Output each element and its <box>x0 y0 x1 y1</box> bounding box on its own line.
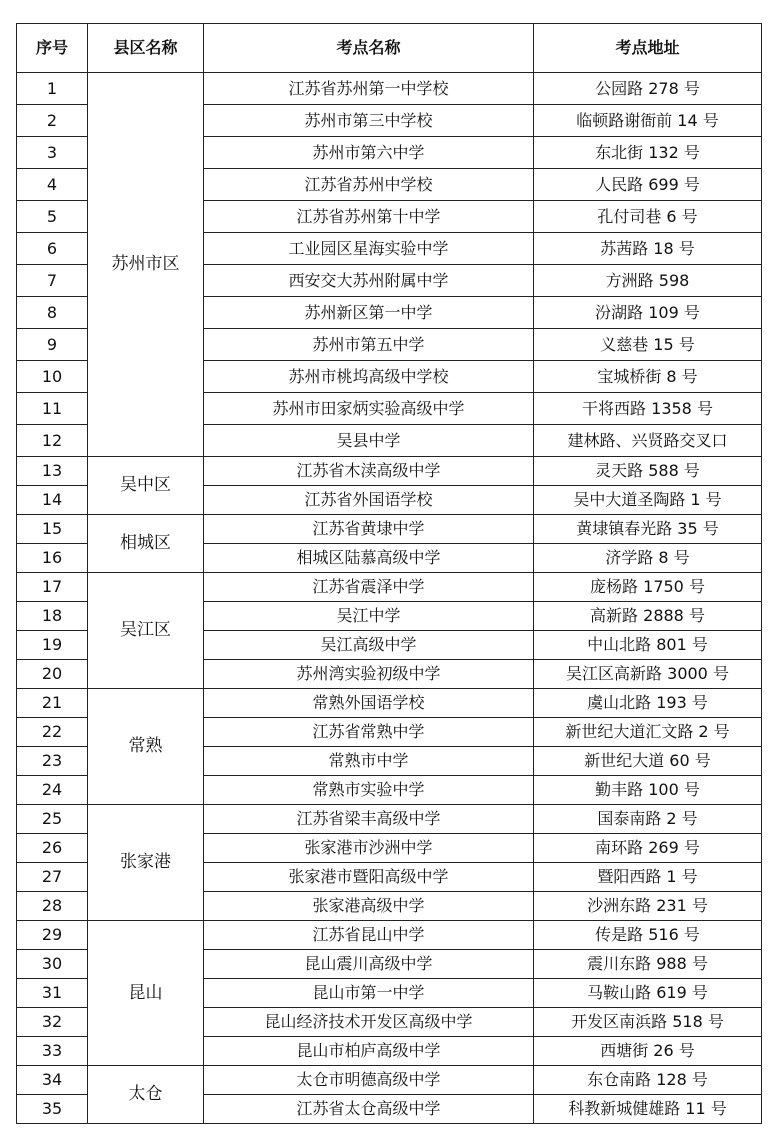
site-name: 太仓市明德高级中学 <box>204 1066 534 1095</box>
row-index: 6 <box>17 233 88 265</box>
site-name: 吴县中学 <box>204 425 534 457</box>
district-cell: 吴中区 <box>88 457 204 515</box>
site-name: 苏州新区第一中学 <box>204 297 534 329</box>
row-index: 1 <box>17 73 88 105</box>
site-name: 江苏省黄埭中学 <box>204 515 534 544</box>
site-address: 济学路 8 号 <box>534 544 762 573</box>
site-address: 干将西路 1358 号 <box>534 393 762 425</box>
row-index: 30 <box>17 950 88 979</box>
site-address: 传是路 516 号 <box>534 921 762 950</box>
site-name: 昆山经济技术开发区高级中学 <box>204 1008 534 1037</box>
site-address: 建林路、兴贤路交叉口 <box>534 425 762 457</box>
table-row <box>17 805 762 834</box>
site-name: 张家港高级中学 <box>204 892 534 921</box>
site-address: 中山北路 801 号 <box>534 631 762 660</box>
site-address: 吴江区高新路 3000 号 <box>534 660 762 689</box>
site-name: 常熟市实验中学 <box>204 776 534 805</box>
site-address: 震川东路 988 号 <box>534 950 762 979</box>
site-name: 苏州市桃坞高级中学校 <box>204 361 534 393</box>
row-index: 12 <box>17 425 88 457</box>
district-cell: 张家港 <box>88 805 204 921</box>
table-body <box>17 73 762 1124</box>
site-name: 江苏省苏州第十中学 <box>204 201 534 233</box>
row-index: 31 <box>17 979 88 1008</box>
site-name: 吴江高级中学 <box>204 631 534 660</box>
row-index: 19 <box>17 631 88 660</box>
site-address: 高新路 2888 号 <box>534 602 762 631</box>
header-name: 考点名称 <box>204 24 534 73</box>
site-address: 汾湖路 109 号 <box>534 297 762 329</box>
site-address: 西塘街 26 号 <box>534 1037 762 1066</box>
site-address: 方洲路 598 <box>534 265 762 297</box>
site-name: 苏州市第六中学 <box>204 137 534 169</box>
site-name: 苏州市第五中学 <box>204 329 534 361</box>
site-name: 苏州市田家炳实验高级中学 <box>204 393 534 425</box>
exam-site-table <box>16 23 762 1124</box>
row-index: 3 <box>17 137 88 169</box>
site-name: 苏州市第三中学校 <box>204 105 534 137</box>
site-address: 宝城桥街 8 号 <box>534 361 762 393</box>
header-district: 县区名称 <box>88 24 204 73</box>
site-name: 江苏省外国语学校 <box>204 486 534 515</box>
site-address: 沙洲东路 231 号 <box>534 892 762 921</box>
site-address: 苏茜路 18 号 <box>534 233 762 265</box>
row-index: 28 <box>17 892 88 921</box>
site-address: 黄埭镇春光路 35 号 <box>534 515 762 544</box>
site-name: 吴江中学 <box>204 602 534 631</box>
row-index: 23 <box>17 747 88 776</box>
row-index: 34 <box>17 1066 88 1095</box>
site-address: 吴中大道圣陶路 1 号 <box>534 486 762 515</box>
row-index: 17 <box>17 573 88 602</box>
site-address: 马鞍山路 619 号 <box>534 979 762 1008</box>
site-address: 东北街 132 号 <box>534 137 762 169</box>
row-index: 21 <box>17 689 88 718</box>
site-address: 开发区南浜路 518 号 <box>534 1008 762 1037</box>
site-address: 科教新城健雄路 11 号 <box>534 1095 762 1124</box>
row-index: 7 <box>17 265 88 297</box>
row-index: 8 <box>17 297 88 329</box>
row-index: 20 <box>17 660 88 689</box>
row-index: 29 <box>17 921 88 950</box>
site-name: 昆山市第一中学 <box>204 979 534 1008</box>
site-name: 昆山震川高级中学 <box>204 950 534 979</box>
table-row <box>17 573 762 602</box>
site-name: 江苏省梁丰高级中学 <box>204 805 534 834</box>
site-name: 江苏省昆山中学 <box>204 921 534 950</box>
site-name: 江苏省常熟中学 <box>204 718 534 747</box>
site-address: 临顿路谢衙前 14 号 <box>534 105 762 137</box>
site-address: 南环路 269 号 <box>534 834 762 863</box>
site-address: 暨阳西路 1 号 <box>534 863 762 892</box>
row-index: 9 <box>17 329 88 361</box>
district-cell: 太仓 <box>88 1066 204 1124</box>
header-row <box>17 24 762 73</box>
row-index: 33 <box>17 1037 88 1066</box>
site-name: 工业园区星海实验中学 <box>204 233 534 265</box>
row-index: 24 <box>17 776 88 805</box>
site-address: 新世纪大道汇文路 2 号 <box>534 718 762 747</box>
row-index: 4 <box>17 169 88 201</box>
row-index: 25 <box>17 805 88 834</box>
site-name: 江苏省苏州中学校 <box>204 169 534 201</box>
site-name: 张家港市暨阳高级中学 <box>204 863 534 892</box>
site-name: 常熟外国语学校 <box>204 689 534 718</box>
row-index: 26 <box>17 834 88 863</box>
site-name: 昆山市柏庐高级中学 <box>204 1037 534 1066</box>
site-name: 江苏省太仓高级中学 <box>204 1095 534 1124</box>
row-index: 22 <box>17 718 88 747</box>
row-index: 15 <box>17 515 88 544</box>
site-address: 公园路 278 号 <box>534 73 762 105</box>
header-index: 序号 <box>17 24 88 73</box>
row-index: 5 <box>17 201 88 233</box>
site-address: 孔付司巷 6 号 <box>534 201 762 233</box>
row-index: 10 <box>17 361 88 393</box>
site-name: 相城区陆慕高级中学 <box>204 544 534 573</box>
site-address: 勤丰路 100 号 <box>534 776 762 805</box>
district-cell: 常熟 <box>88 689 204 805</box>
district-cell: 苏州市区 <box>88 73 204 457</box>
site-address: 东仓南路 128 号 <box>534 1066 762 1095</box>
district-cell: 相城区 <box>88 515 204 573</box>
row-index: 2 <box>17 105 88 137</box>
table-row <box>17 1066 762 1095</box>
table-row <box>17 73 762 105</box>
site-address: 虞山北路 193 号 <box>534 689 762 718</box>
site-name: 江苏省震泽中学 <box>204 573 534 602</box>
table-row <box>17 689 762 718</box>
row-index: 35 <box>17 1095 88 1124</box>
district-cell: 昆山 <box>88 921 204 1066</box>
site-name: 江苏省苏州第一中学校 <box>204 73 534 105</box>
site-address: 国泰南路 2 号 <box>534 805 762 834</box>
site-address: 人民路 699 号 <box>534 169 762 201</box>
district-cell: 吴江区 <box>88 573 204 689</box>
site-address: 新世纪大道 60 号 <box>534 747 762 776</box>
site-name: 常熟市中学 <box>204 747 534 776</box>
row-index: 14 <box>17 486 88 515</box>
table-row <box>17 515 762 544</box>
site-name: 江苏省木渎高级中学 <box>204 457 534 486</box>
table-row <box>17 457 762 486</box>
site-name: 苏州湾实验初级中学 <box>204 660 534 689</box>
site-name: 张家港市沙洲中学 <box>204 834 534 863</box>
row-index: 16 <box>17 544 88 573</box>
site-address: 义慈巷 15 号 <box>534 329 762 361</box>
row-index: 32 <box>17 1008 88 1037</box>
site-address: 庞杨路 1750 号 <box>534 573 762 602</box>
row-index: 13 <box>17 457 88 486</box>
site-name: 西安交大苏州附属中学 <box>204 265 534 297</box>
row-index: 18 <box>17 602 88 631</box>
site-address: 灵天路 588 号 <box>534 457 762 486</box>
header-address: 考点地址 <box>534 24 762 73</box>
row-index: 27 <box>17 863 88 892</box>
row-index: 11 <box>17 393 88 425</box>
table-row <box>17 921 762 950</box>
